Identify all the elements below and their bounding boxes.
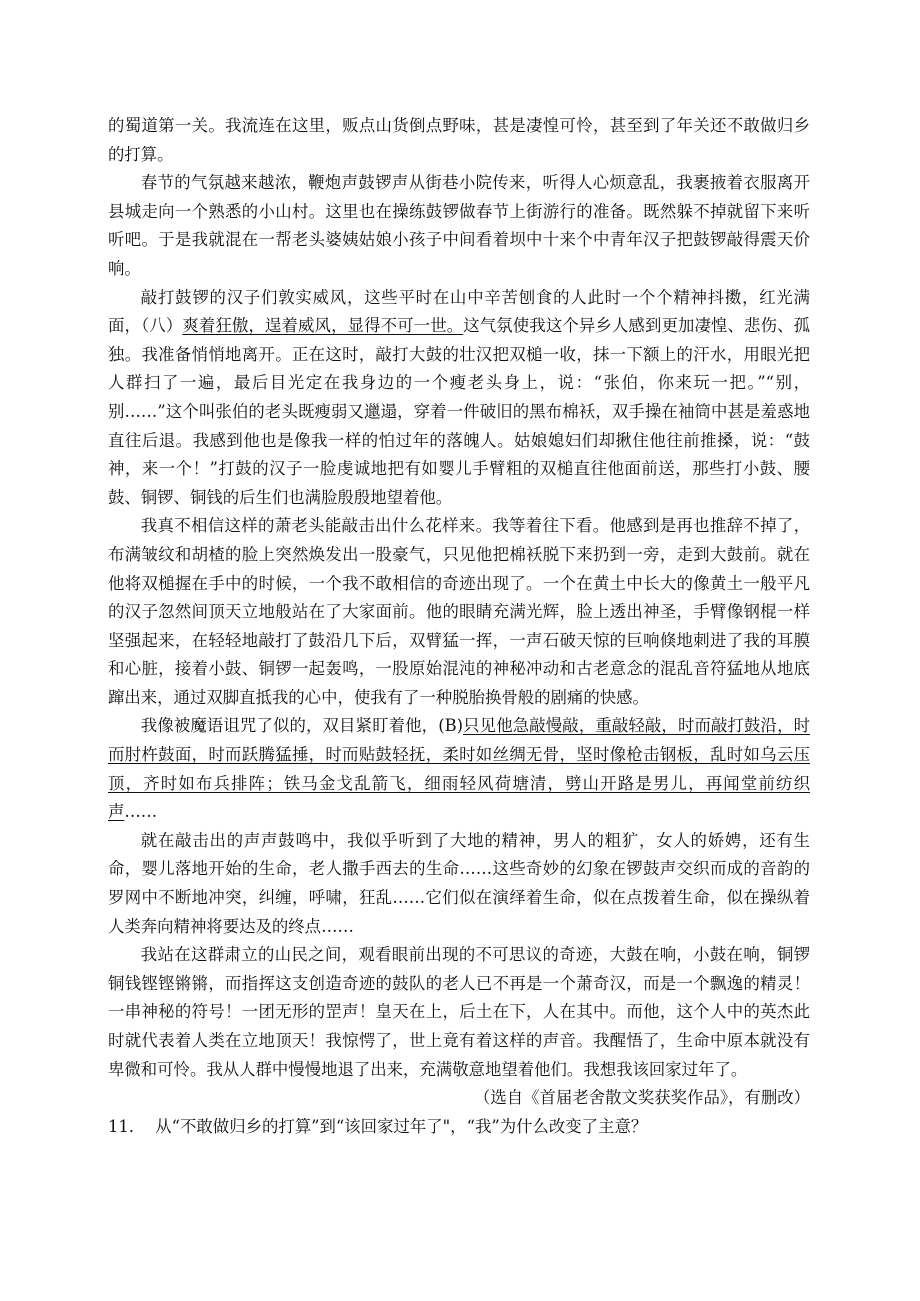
paragraph-5 — [108, 712, 810, 826]
document-page — [108, 112, 810, 1141]
paragraph-5-ellipsis: …… — [124, 802, 158, 822]
paragraph-5-lead: 我像被魔语诅咒了似的，双目紧盯着他，(B) — [140, 716, 464, 736]
paragraph-1: 的蜀道第一关。我流连在这里，贩点山货倒点野味，甚是凄惶可怜，甚至到了年关还不敢做归乡的打算。 — [108, 116, 810, 164]
question-number: 11． — [108, 1116, 146, 1136]
paragraph-2: 春节的气氛越来越浓，鞭炮声鼓锣声从街巷小院传来，听得人心烦意乱，我裹掖着衣服离开县城走向一个熟悉的小山村。这里也在操练鼓锣做春节上街游行的准备。既然躲不掉就留下来听听吧。于是我就混在一帮老头婆姨姑娘小孩子中间看着坝中十来个中青年汉子把鼓锣敲得震天价响。 — [108, 173, 810, 278]
paragraph-6: 就在敲击出的声声鼓鸣中，我似乎听到了大地的精神，男人的粗犷，女人的娇娉，还有生命，婴儿落地开始的生命，老人撒手西去的生命……这些奇妙的幻象在锣鼓声交织而成的音韵的罗网中不断地冲突，纠缠，呼啸，狂乱……它们似在演绎着生命，似在点拨着生命，似在操纵着人类奔向精神将要达及的终点…… — [108, 830, 810, 936]
paragraph-3 — [108, 284, 810, 513]
source-citation: （选自《首届老舍散文奖获奖作品》，有删改） — [473, 1088, 810, 1108]
underlined-sentence-b: 只见他急敲慢敲，重敲轻敲，时而敲打鼓沿，时而肘杵鼓面，时而跃腾猛捶，时而贴鼓轻抚，柔时如丝绸无骨，坚时像枪击钢板，乱时如乌云压顶，齐时如布兵排阵；铁马金戈乱箭飞，细雨轻风荷塘清，劈山开路是男儿，再闻堂前纺织声 — [108, 716, 810, 822]
paragraph-4: 我真不相信这样的萧老头能敲击出什么花样来。我等着往下看。他感到是再也推辞不掉了，布满皱纹和胡楂的脸上突然焕发出一股豪气，只见他把棉袄脱下来扔到一旁，走到大鼓前。就在他将双槌握在手中的时候，一个我不敢相信的奇迹出现了。一个在黄土中长大的像黄土一般平凡的汉子忽然间顶天立地般站在了大家面前。他的眼睛充满光辉，脸上透出神圣，手臂像钢棍一样坚强起来，在轻轻地敲打了鼓沿几下后，双臂猛一挥，一声石破天惊的巨响倏地刺进了我的耳膜和心脏，接着小鼓、铜锣一起轰鸣，一股原始混沌的神秘冲动和古老意念的混乱音符猛地从地底蹿出来，通过双脚直抵我的心中，使我有了一种脱胎换骨般的剧痛的快感。 — [108, 516, 810, 707]
question-11 — [108, 1113, 810, 1142]
paragraph-3-lead: 敲打鼓锣的汉子们敦实威风，这些平时在山中辛苦刨食的人此时一个个精神抖擞，红光满面，（八） — [108, 287, 810, 336]
paragraph-3-rest: 这气氛使我这个异乡人感到更加凄惶、悲伤、孤独。我准备悄悄地离开。正在这时，敲打大鼓的壮汉把双槌一收，抹一下额上的汗水，用眼光把人群扫了一遍，最后目光定在我身边的一个瘦老头身上，说：“张伯，你来玩一把。”“别，别……”这个叫张伯的老头既瘦弱又邋遢，穿着一件破旧的黑布棉袄，双手操在袖筒中甚是羞惑地直往后退。我感到他也是像我一样的怕过年的落魄人。姑娘媳妇们却揪住他往前推搡，说：“鼓神，来一个！”打鼓的汉子一脸虔诚地把有如婴儿手臂粗的双槌直往他面前送，那些打小鼓、腰鼓、铜锣、铜钱的后生们也满脸殷殷地望着他。 — [108, 316, 811, 507]
underlined-sentence-a: 爽着狂傲，逞着威风，显得不可一世。 — [182, 316, 464, 336]
question-text: 从“不敢做归乡的打算”到“该回家过年了"，“我”为什么改变了主意？ — [155, 1116, 648, 1136]
paragraph-7: 我站在这群肃立的山民之间，观看眼前出现的不可思议的奇迹，大鼓在响，小鼓在响，铜锣铜钱铿铿锵锵，而指挥这支创造奇迹的鼓队的老人已不再是一个萧奇汉，而是一个飘逸的精灵！一串神秘的符号！一团无形的罡声！皇天在上，后土在下，人在其中。而他，这个人中的英杰此时就代表着人类在立地顶天！我惊愕了，世上竟有着这样的声音。我醒悟了，生命中原本就没有卑微和可怜。我从人群中慢慢地退了出来，充满敬意地望着他们。我想我该回家过年了。 — [108, 945, 810, 1079]
